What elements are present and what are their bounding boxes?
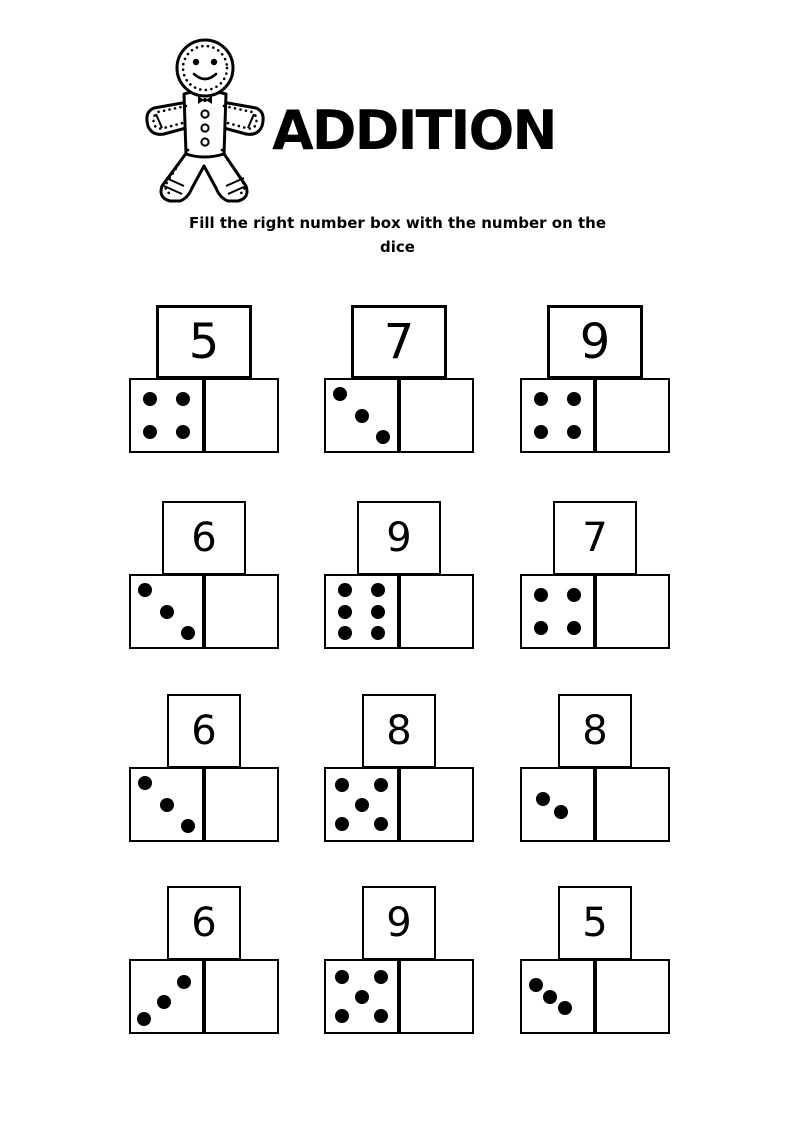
dice-face (129, 767, 204, 842)
addition-puzzle (129, 314, 279, 453)
dice-pip (335, 778, 349, 792)
addition-puzzle (324, 708, 474, 842)
worksheet-title: ADDITION (272, 99, 556, 162)
answer-box[interactable] (595, 767, 670, 842)
dice-pip (143, 425, 157, 439)
dice-face (520, 574, 595, 649)
target-number-box: 5 (156, 305, 252, 379)
dice-face (520, 767, 595, 842)
answer-box[interactable] (204, 574, 279, 649)
dice-pip (374, 970, 388, 984)
dice-pip (534, 425, 548, 439)
dice-face (129, 574, 204, 649)
addition-puzzle (129, 708, 279, 842)
target-number-box: 7 (553, 501, 637, 575)
dice-pip (374, 778, 388, 792)
dice-pip (338, 626, 352, 640)
answer-box[interactable] (204, 378, 279, 453)
dice-face (324, 767, 399, 842)
target-number-box: 8 (558, 694, 632, 768)
answer-box[interactable] (399, 767, 474, 842)
addition-puzzle (520, 314, 670, 453)
addition-puzzle (129, 515, 279, 649)
dice-pip (534, 392, 548, 406)
dice-pip (176, 392, 190, 406)
addition-puzzle (520, 900, 670, 1034)
addition-puzzle (520, 708, 670, 842)
addition-puzzle (324, 314, 474, 453)
dice-pip (335, 1009, 349, 1023)
answer-box[interactable] (204, 767, 279, 842)
dice-pip (160, 798, 174, 812)
dice-pip (181, 626, 195, 640)
dice-face (324, 574, 399, 649)
dice-pip (355, 409, 369, 423)
dice-pip (371, 583, 385, 597)
dice-pip (558, 1001, 572, 1015)
answer-box[interactable] (399, 378, 474, 453)
dice-face (520, 959, 595, 1034)
dice-pip (338, 583, 352, 597)
target-number-box: 6 (167, 694, 241, 768)
dice-pip (374, 817, 388, 831)
target-number-box: 6 (162, 501, 246, 575)
dice-pip (534, 621, 548, 635)
addition-puzzle (324, 515, 474, 649)
answer-box[interactable] (595, 959, 670, 1034)
dice-pip (567, 392, 581, 406)
dice-pip (333, 387, 347, 401)
answer-box[interactable] (204, 959, 279, 1034)
answer-box[interactable] (399, 959, 474, 1034)
target-number-box: 9 (362, 886, 436, 960)
target-number-box: 9 (547, 305, 643, 379)
instructions-text: Fill the right number box with the number on the dice (188, 214, 606, 256)
dice-pip (529, 978, 543, 992)
answer-box[interactable] (399, 574, 474, 649)
answer-box[interactable] (595, 378, 670, 453)
dice-pip (376, 430, 390, 444)
dice-pip (567, 588, 581, 602)
dice-pip (355, 798, 369, 812)
dice-pip (176, 425, 190, 439)
dice-pip (138, 776, 152, 790)
gingerbread-man-illustration (140, 36, 270, 206)
dice-pip (536, 792, 550, 806)
target-number-box: 7 (351, 305, 447, 379)
dice-pip (567, 621, 581, 635)
target-number-box: 9 (357, 501, 441, 575)
addition-puzzle (129, 900, 279, 1034)
dice-face (129, 378, 204, 453)
dice-pip (138, 583, 152, 597)
target-number-box: 5 (558, 886, 632, 960)
dice-pip (181, 819, 195, 833)
target-number-box: 8 (362, 694, 436, 768)
dice-face (324, 959, 399, 1034)
dice-pip (177, 975, 191, 989)
dice-face (324, 378, 399, 453)
dice-pip (160, 605, 174, 619)
addition-puzzle (324, 900, 474, 1034)
dice-pip (335, 970, 349, 984)
dice-pip (335, 817, 349, 831)
dice-pip (567, 425, 581, 439)
addition-puzzle (520, 515, 670, 649)
dice-pip (137, 1012, 151, 1026)
dice-pip (355, 990, 369, 1004)
answer-box[interactable] (595, 574, 670, 649)
dice-pip (371, 605, 385, 619)
dice-pip (157, 995, 171, 1009)
dice-pip (534, 588, 548, 602)
dice-pip (143, 392, 157, 406)
dice-pip (338, 605, 352, 619)
dice-face (520, 378, 595, 453)
dice-pip (371, 626, 385, 640)
dice-face (129, 959, 204, 1034)
dice-pip (374, 1009, 388, 1023)
dice-pip (554, 805, 568, 819)
dice-pip (543, 990, 557, 1004)
target-number-box: 6 (167, 886, 241, 960)
